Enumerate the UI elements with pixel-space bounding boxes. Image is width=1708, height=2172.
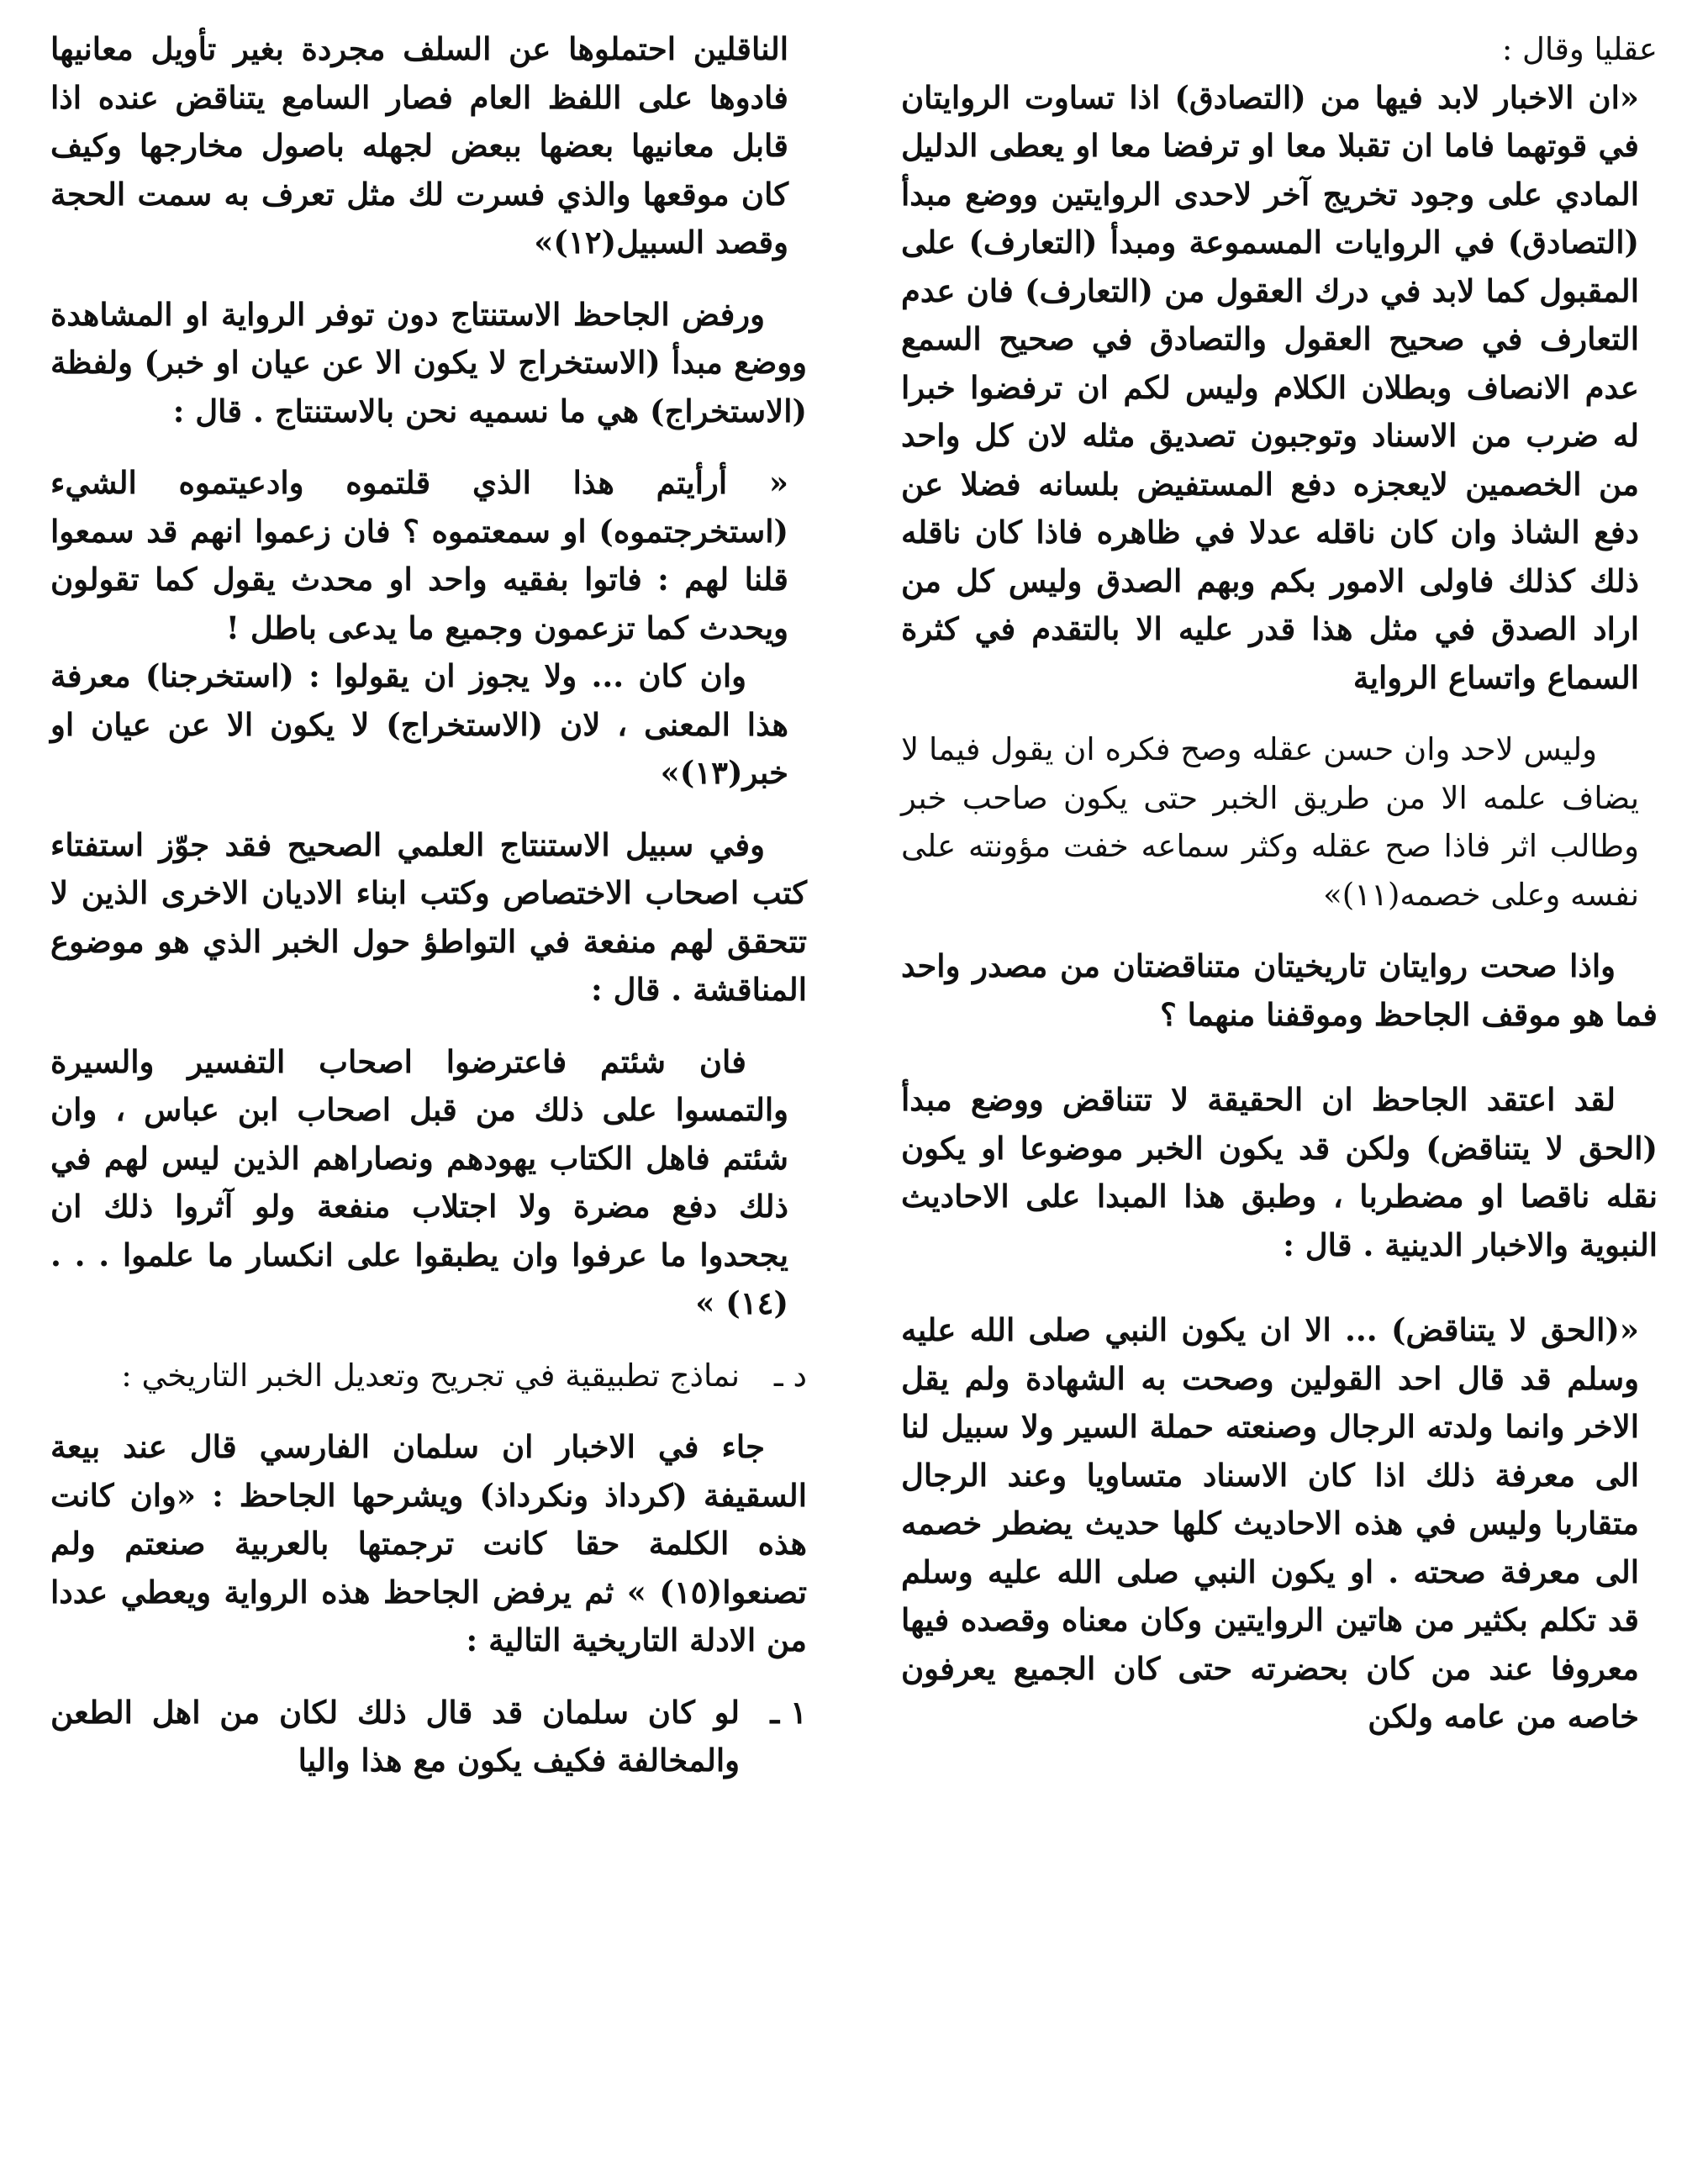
- quote-continuation: الناقلين احتملوها عن السلف مجردة بغير تأويل معانيها فادوها على اللفظ العام فصار السامع يتناقض عنده اذا قابل معانيها بعضها ببعض لجهله باصول مخارجها وكيف كان موقعها والذي فسرت لك مثل تعرف به سمت الحجة وقصد السبيل(١٢)»: [50, 30, 788, 261]
- section-heading-number: د ـ: [773, 1357, 807, 1394]
- paragraph-haq: لقد اعتقد الجاحظ ان الحقيقة لا تتناقض ووضع مبدأ (الحق لا يتناقض) ولكن قد يكون الخبر موضوعا او يكون نقله ناقصا او مضطربا ، وطبق هذا المبدا على الاحاديث النبوية والاخبار الدينية . قال :: [901, 1081, 1658, 1263]
- paragraph-contradiction: واذا صحت روايتان تاريخيتان متناقضتان من مصدر واحد فما هو موقف الجاحظ وموقفنا منهما ؟: [901, 947, 1658, 1033]
- section-heading: [50, 1352, 807, 1400]
- quote-tafsir: فان شئتم فاعترضوا اصحاب التفسير والسيرة والتمسوا على ذلك من قبل اصحاب ابن عباس ، وان شئتم فاهل الكتاب يهودهم ونصاراهم الذين ليس لهم في ذلك دفع مضرة ولا اجتلاب منفعة ولو آثروا ذلك ان يجحدوا ما عرفوا وان يطبقوا على انكسار ما علموا . . . (١٤) »: [50, 1042, 788, 1321]
- paragraph-istikhraj: ورفض الجاحظ الاستنتاج دون توفر الرواية او المشاهدة ووضع مبدأ (الاستخراج لا يكون الا عن عيان او خبر) ولفظة (الاستخراج) هي ما نسميه نحن بالاستنتاج . قال :: [50, 295, 807, 430]
- right-column: [901, 25, 1658, 1742]
- quote-tasaduq: «ان الاخبار لابد فيها من (التصادق) اذا تساوت الروايتان في قوتهما فاما ان تقبلا معا او ترفضا معا او يعطى الدليل المادي على وجود تخريج آخر لاحدى الروايتين ووضع مبدأ (التصادق) في الروايات المسموعة ومبدأ (التعارف) على المقبول كما لابد في درك العقول من (التعارف) فان عدم التعارف في صحيح العقول والتصادق في صحيح السمع عدم الانصاف وبطلان الكلام وليس لكم ان ترفضوا خبرا له ضرب من الاسناد وتوجبون تصديق مثله لان كل واحد من الخصمين لايعجزه دفع المستفيض بلسانه فضلا عن دفع الشاذ وان كان ناقله عدلا في ظاهره فاذا كان ناقله ذلك كذلك فاولى الامور بكم وبهم الصدق وليس كل من اراد الصدق في مثل هذا قدر عليه الا بالتقدم في كثرة السماع واتساع الرواية: [901, 78, 1639, 696]
- quote-istikhraj-1: « أرأيتم هذا الذي قلتموه وادعيتموه الشيء (استخرجتموه) او سمعتموه ؟ فان زعموا انهم قد سمعوا قلنا لهم : فاتوا بفقيه واحد او محدث يقول كما تقولون ويحدث كما تزعمون وجميع ما يدعى باطل !: [50, 464, 788, 646]
- paragraph-salman: جاء في الاخبار ان سلمان الفارسي قال عند بيعة السقيفة (كرداذ ونكرداذ) ويشرحها الجاحظ : «وان كانت هذه الكلمة حقا كانت ترجمتها بالعربية صنعتم ولم تصنعوا(١٥) » ثم يرفض الجاحظ هذه الرواية ويعطي عددا من الادلة التاريخية التالية :: [50, 1428, 807, 1658]
- paragraph-istinbat: وفي سبيل الاستنتاج العلمي الصحيح فقد جوّز استفتاء كتب اصحاب الاختصاص وكتب ابناء الاديان الاخرى الذين لا تتحقق لهم منفعة في التواطؤ حول الخبر الذي هو موضوع المناقشة . قال :: [50, 825, 807, 1008]
- quote-khabar: وليس لاحد وان حسن عقله وصح فكره ان يقول فيما لا يضاف علمه الا من طريق الخبر حتى يكون صاحب خبر وطالب اثر فاذا صح عقله وكثر سماعه خفت مؤونته على نفسه وعلى خصمه(١١)»: [901, 731, 1639, 913]
- list-item-number: ١ ـ: [770, 1693, 807, 1731]
- quote-haq: «(الحق لا يتناقض) ... الا ان يكون النبي صلى الله عليه وسلم قد قال احد القولين وصحت به الشهادة ولم يقل الاخر وانما ولدته الرجال وصنعته حملة السير ولا سبيل لنا الى معرفة ذلك اذا كان الاسناد متساويا وعند الرجال متقاربا وليس في هذه الاحاديث كلها حديث يضطر خصمه الى معرفة صحته . او يكون النبي صلى الله عليه وسلم قد تكلم بكثير من هاتين الروايتين وكان معناه وقصده فيها معروفا عند من كان بحضرته حتى كان الجميع يعرفون خاصه من عامه ولكن: [901, 1311, 1639, 1735]
- left-column: [50, 25, 807, 1785]
- intro-line: عقليا وقال :: [1501, 31, 1658, 67]
- section-heading-text: نماذج تطبيقية في تجريح وتعديل الخبر التاريخي :: [121, 1357, 740, 1394]
- quote-istikhraj-2: وان كان ... ولا يجوز ان يقولوا : (استخرجنا) معرفة هذا المعنى ، لان (الاستخراج) لا يكون الا عن عيان او خبر(١٣)»: [50, 657, 789, 791]
- list-item-text: لو كان سلمان قد قال ذلك لكان من اهل الطعن والمخالفة فكيف يكون مع هذا واليا: [50, 1693, 740, 1779]
- list-item: [50, 1689, 807, 1785]
